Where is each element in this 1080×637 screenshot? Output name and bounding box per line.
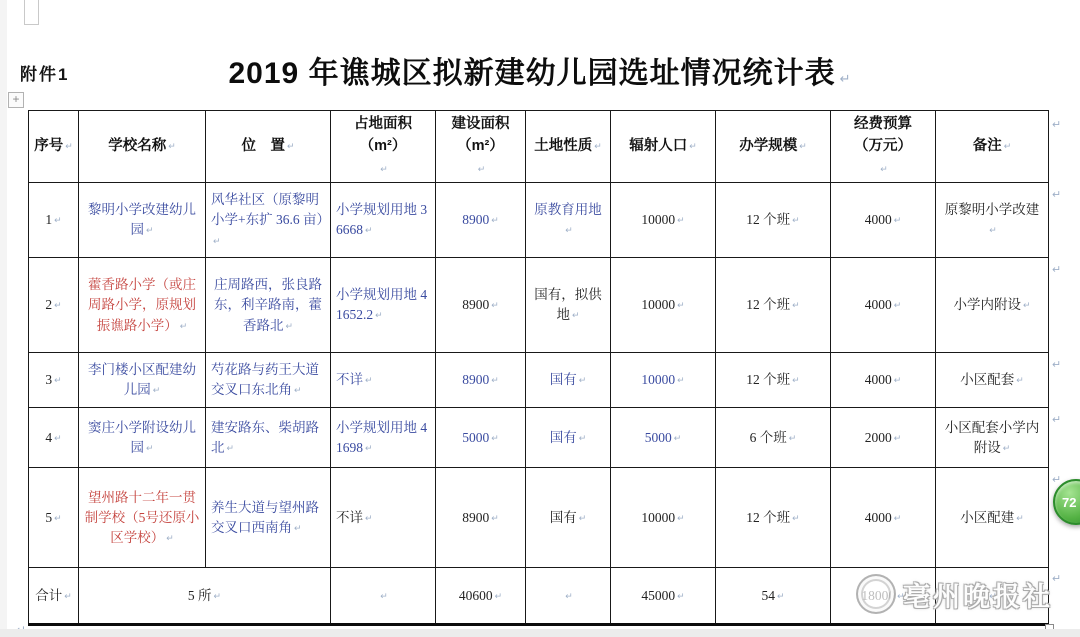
table-cell-r4-c1: 4 ↵ bbox=[29, 408, 79, 468]
table-cell-r5-c7: 10000 ↵ bbox=[611, 468, 716, 568]
newspaper-watermark bbox=[856, 574, 1053, 614]
attachment-label: 附件1 bbox=[20, 65, 70, 84]
table-header-6: 土地性质 ↵ bbox=[526, 111, 611, 183]
table-cell-r1-c6: 原教育用地 ↵ bbox=[526, 183, 611, 258]
page-left-margin bbox=[0, 0, 7, 637]
table-cell-r1-c7: 10000 ↵ bbox=[611, 183, 716, 258]
table-cell-r2-c8: 12 个班 ↵ bbox=[716, 258, 831, 353]
table-cell-r1-c9: 4000 ↵ bbox=[831, 183, 936, 258]
table-cell-r3-c2: 李门楼小区配建幼儿园 ↵ bbox=[79, 353, 206, 408]
table-cell-r2-c1: 2 ↵ bbox=[29, 258, 79, 353]
table-cell-r1-c5: 8900 ↵ bbox=[436, 183, 526, 258]
table-cell-r3-c5: 8900 ↵ bbox=[436, 353, 526, 408]
table-cell-r6-c6: 45000 ↵ bbox=[611, 568, 716, 625]
row-end-mark: ↵ bbox=[1052, 189, 1062, 201]
table-cell-r6-c3 bbox=[331, 568, 436, 625]
table-cell-r3-c4: 不详 ↵ bbox=[331, 353, 436, 408]
table-cell-r3-c8: 12 个班 ↵ bbox=[716, 353, 831, 408]
table-cell-r4-c10: 小区配套小学内附设 ↵ bbox=[936, 408, 1049, 468]
table-cell-r5-c5: 8900 ↵ bbox=[436, 468, 526, 568]
table-header-row bbox=[29, 111, 1049, 183]
table-cell-r2-c10: 小学内附设 ↵ bbox=[936, 258, 1049, 353]
table-cell-r3-c9: 4000 ↵ bbox=[831, 353, 936, 408]
table-cell-r5-c6: 国有 ↵ bbox=[526, 468, 611, 568]
ruler-corner-box bbox=[24, 0, 39, 25]
table-header-9: 经费预算 （万元） ↵ bbox=[831, 111, 936, 183]
table-header-3: 位 置 ↵ bbox=[206, 111, 331, 183]
table-row bbox=[29, 353, 1049, 408]
table-cell-r5-c1: 5 ↵ bbox=[29, 468, 79, 568]
table-cell-r2-c9: 4000 ↵ bbox=[831, 258, 936, 353]
row-end-mark: ↵ bbox=[1052, 414, 1062, 426]
table-header-4: 占地面积 （m²） ↵ bbox=[331, 111, 436, 183]
table-cell-r4-c3: 建安路东、柴胡路北 ↵ bbox=[206, 408, 331, 468]
table-cell-r4-c9: 2000 ↵ bbox=[831, 408, 936, 468]
table-cell-r3-c1: 3 ↵ bbox=[29, 353, 79, 408]
table-cell-r5-c10: 小区配建 ↵ bbox=[936, 468, 1049, 568]
table-cell-r4-c5: 5000 ↵ bbox=[436, 408, 526, 468]
table-row bbox=[29, 111, 1049, 183]
table-row bbox=[29, 468, 1049, 568]
row-end-mark: ↵ bbox=[1052, 264, 1062, 276]
table-cell-r4-c7: 5000 ↵ bbox=[611, 408, 716, 468]
table-cell-r2-c5: 8900 ↵ bbox=[436, 258, 526, 353]
table-cell-r5-c4: 不详 ↵ bbox=[331, 468, 436, 568]
table-cell-r1-c4: 小学规划用地 36668 ↵ bbox=[331, 183, 436, 258]
kindergarten-site-table bbox=[28, 110, 1049, 626]
badge-count: 72 bbox=[1062, 494, 1077, 510]
table-cell-r1-c1: 1 ↵ bbox=[29, 183, 79, 258]
table-move-handle-icon[interactable] bbox=[8, 92, 24, 108]
page-bottom-edge bbox=[0, 629, 1080, 637]
table-cell-r1-c10: 原黎明小学改建 ↵ bbox=[936, 183, 1049, 258]
row-end-mark: ↵ bbox=[1052, 119, 1062, 131]
table-cell-r6-c5 bbox=[526, 568, 611, 625]
table-header-2: 学校名称 ↵ bbox=[79, 111, 206, 183]
table-cell-r1-c2: 黎明小学改建幼儿园 ↵ bbox=[79, 183, 206, 258]
table-header-7: 辐射人口 ↵ bbox=[611, 111, 716, 183]
watermark-text: 亳州晚报社 bbox=[903, 581, 1053, 612]
table-cell-r1-c8: 12 个班 ↵ bbox=[716, 183, 831, 258]
table-cell-r5-c3: 养生大道与望州路交叉口西南角 ↵ bbox=[206, 468, 331, 568]
table-cell-r2-c7: 10000 ↵ bbox=[611, 258, 716, 353]
newspaper-logo-icon bbox=[856, 574, 896, 614]
page-title: 2019 年谯城区拟新建幼儿园选址情况统计表 ↵ bbox=[0, 48, 1080, 92]
table-row bbox=[29, 183, 1049, 258]
table-cell-r3-c10: 小区配套 ↵ bbox=[936, 353, 1049, 408]
table-cell-r5-c2: 望州路十二年一贯制学校（5号还原小区学校） ↵ bbox=[79, 468, 206, 568]
table-cell-r6-c2: 5 所 ↵ bbox=[79, 568, 331, 625]
table-header-8: 办学规模 ↵ bbox=[716, 111, 831, 183]
table-cell-r6-c7: 54 ↵ bbox=[716, 568, 831, 625]
table-cell-r2-c2: 藿香路小学（或庄周路小学，原规划振谯路小学） ↵ bbox=[79, 258, 206, 353]
table-cell-r3-c3: 芍花路与药王大道交叉口东北角 ↵ bbox=[206, 353, 331, 408]
table-cell-r2-c6: 国有，拟供地 ↵ bbox=[526, 258, 611, 353]
table-cell-r4-c4: 小学规划用地 41698 ↵ bbox=[331, 408, 436, 468]
table-cell-r2-c3: 庄周路西，张良路东，利辛路南，藿香路北 ↵ bbox=[206, 258, 331, 353]
table-cell-r4-c8: 6 个班 ↵ bbox=[716, 408, 831, 468]
table-cell-r2-c4: 小学规划用地 41652.2 ↵ bbox=[331, 258, 436, 353]
table-row bbox=[29, 258, 1049, 353]
table-cell-r5-c9: 4000 ↵ bbox=[831, 468, 936, 568]
table-cell-r1-c3: 风华社区（原黎明小学+东扩 36.6 亩） ↵ bbox=[206, 183, 331, 258]
table-row bbox=[29, 408, 1049, 468]
table-cell-r3-c7: 10000 ↵ bbox=[611, 353, 716, 408]
table-cell-r5-c8: 12 个班 ↵ bbox=[716, 468, 831, 568]
table-cell-r4-c2: 窦庄小学附设幼儿园 ↵ bbox=[79, 408, 206, 468]
table-cell-r6-c4: 40600 ↵ bbox=[436, 568, 526, 625]
table-header-1: 序号 ↵ bbox=[29, 111, 79, 183]
table-cell-r3-c6: 国有 ↵ bbox=[526, 353, 611, 408]
table-cell-r6-c1: 合计 ↵ bbox=[29, 568, 79, 625]
table-cell-r4-c6: 国有 ↵ bbox=[526, 408, 611, 468]
row-end-mark: ↵ bbox=[1052, 359, 1062, 371]
row-end-mark: ↵ bbox=[1052, 573, 1062, 585]
table-header-10: 备注 ↵ bbox=[936, 111, 1049, 183]
row-end-mark: ↵ bbox=[1052, 474, 1062, 486]
table-header-5: 建设面积 （m²） ↵ bbox=[436, 111, 526, 183]
table-body bbox=[29, 183, 1049, 625]
